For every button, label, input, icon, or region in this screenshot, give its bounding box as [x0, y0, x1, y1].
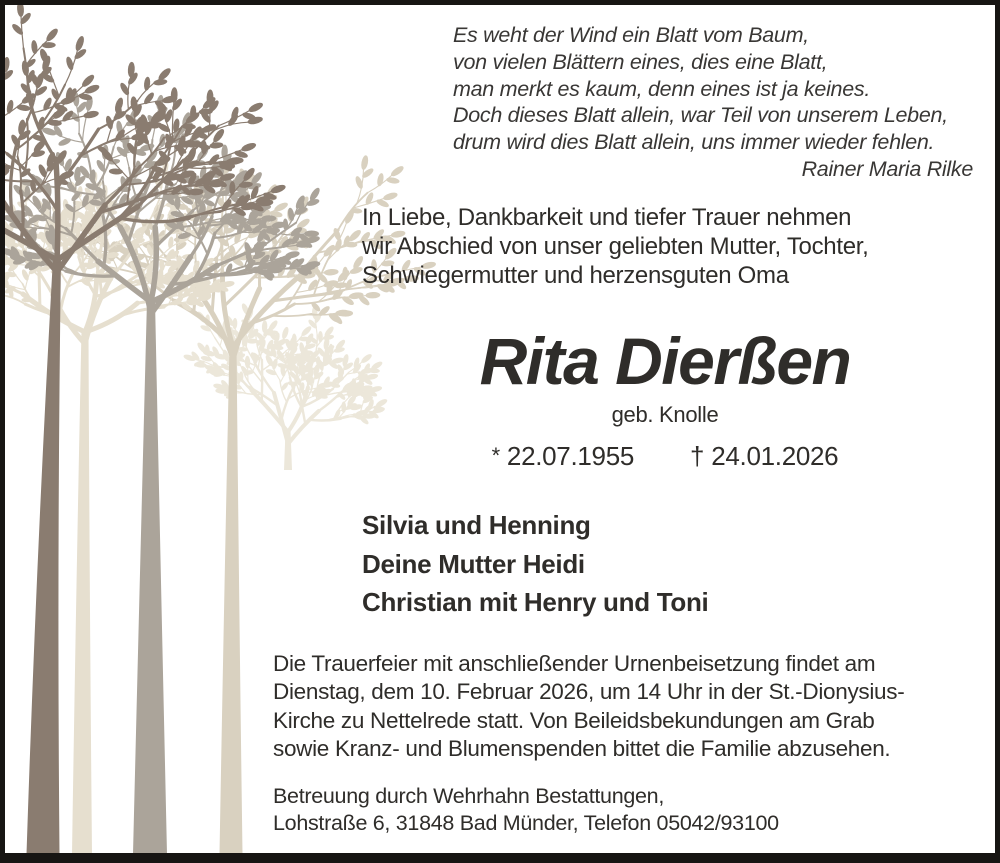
- poem-line: Es weht der Wind ein Blatt vom Baum,: [453, 23, 809, 47]
- poem-line: drum wird dies Blatt allein, uns immer wieder fehlen.: [453, 130, 935, 155]
- funeral-home-line: Betreuung durch Wehrhahn Bestattungen,: [273, 784, 665, 808]
- life-dates: [335, 441, 995, 472]
- intro-line: In Liebe, Dankbarkeit und tiefer Trauer nehmen: [362, 204, 852, 231]
- funeral-home-line: Lohstraße 6, 31848 Bad Münder, Telefon 05042/93100: [273, 811, 779, 835]
- funeral-info-line: Kirche zu Nettelrede statt. Von Beileidsbekundungen am Grab: [273, 707, 875, 733]
- birth-date-item: [492, 441, 634, 472]
- intro-line: Schwiegermutter und herzensguten Oma: [362, 262, 789, 289]
- death-date-item: [690, 441, 838, 472]
- maiden-name: geb. Knolle: [611, 402, 719, 427]
- funeral-home-info: [273, 783, 953, 837]
- intro-text: [362, 203, 869, 290]
- birth-date: 22.07.1955: [506, 441, 635, 471]
- mourner-line: Silvia und Henning: [362, 510, 591, 540]
- mourner-line: Deine Mutter Heidi: [362, 548, 585, 579]
- poem-line: von vielen Blättern eines, dies eine Blatt,: [453, 49, 828, 74]
- funeral-info-line: sowie Kranz- und Blumenspenden bittet die Familie abzusehen.: [273, 736, 891, 762]
- funeral-info-line: Dienstag, dem 10. Februar 2026, um 14 Uhr in der St.-Dionysius-: [273, 679, 905, 705]
- death-date: 24.01.2026: [711, 441, 839, 471]
- mourner-line: Christian mit Henry und Toni: [362, 587, 709, 617]
- funeral-info: [273, 650, 953, 764]
- mourners-block: [362, 506, 708, 622]
- intro-line: wir Abschied von unser geliebten Mutter, Tochter,: [362, 233, 869, 260]
- poem-line: man merkt es kaum, denn eines ist ja keines.: [453, 76, 870, 101]
- death-cross-symbol: †: [690, 441, 705, 471]
- poem-block: [453, 22, 973, 183]
- poem-attribution: Rainer Maria Rilke: [801, 156, 973, 181]
- deceased-name: Rita Dierßen: [479, 324, 851, 398]
- funeral-info-line: Die Trauerfeier mit anschließender Urnenbeisetzung findet am: [273, 651, 876, 676]
- birth-star-symbol: *: [491, 443, 500, 468]
- deceased-name-block: [335, 326, 995, 396]
- poem-line: Doch dieses Blatt allein, war Teil von unserem Leben,: [453, 103, 948, 128]
